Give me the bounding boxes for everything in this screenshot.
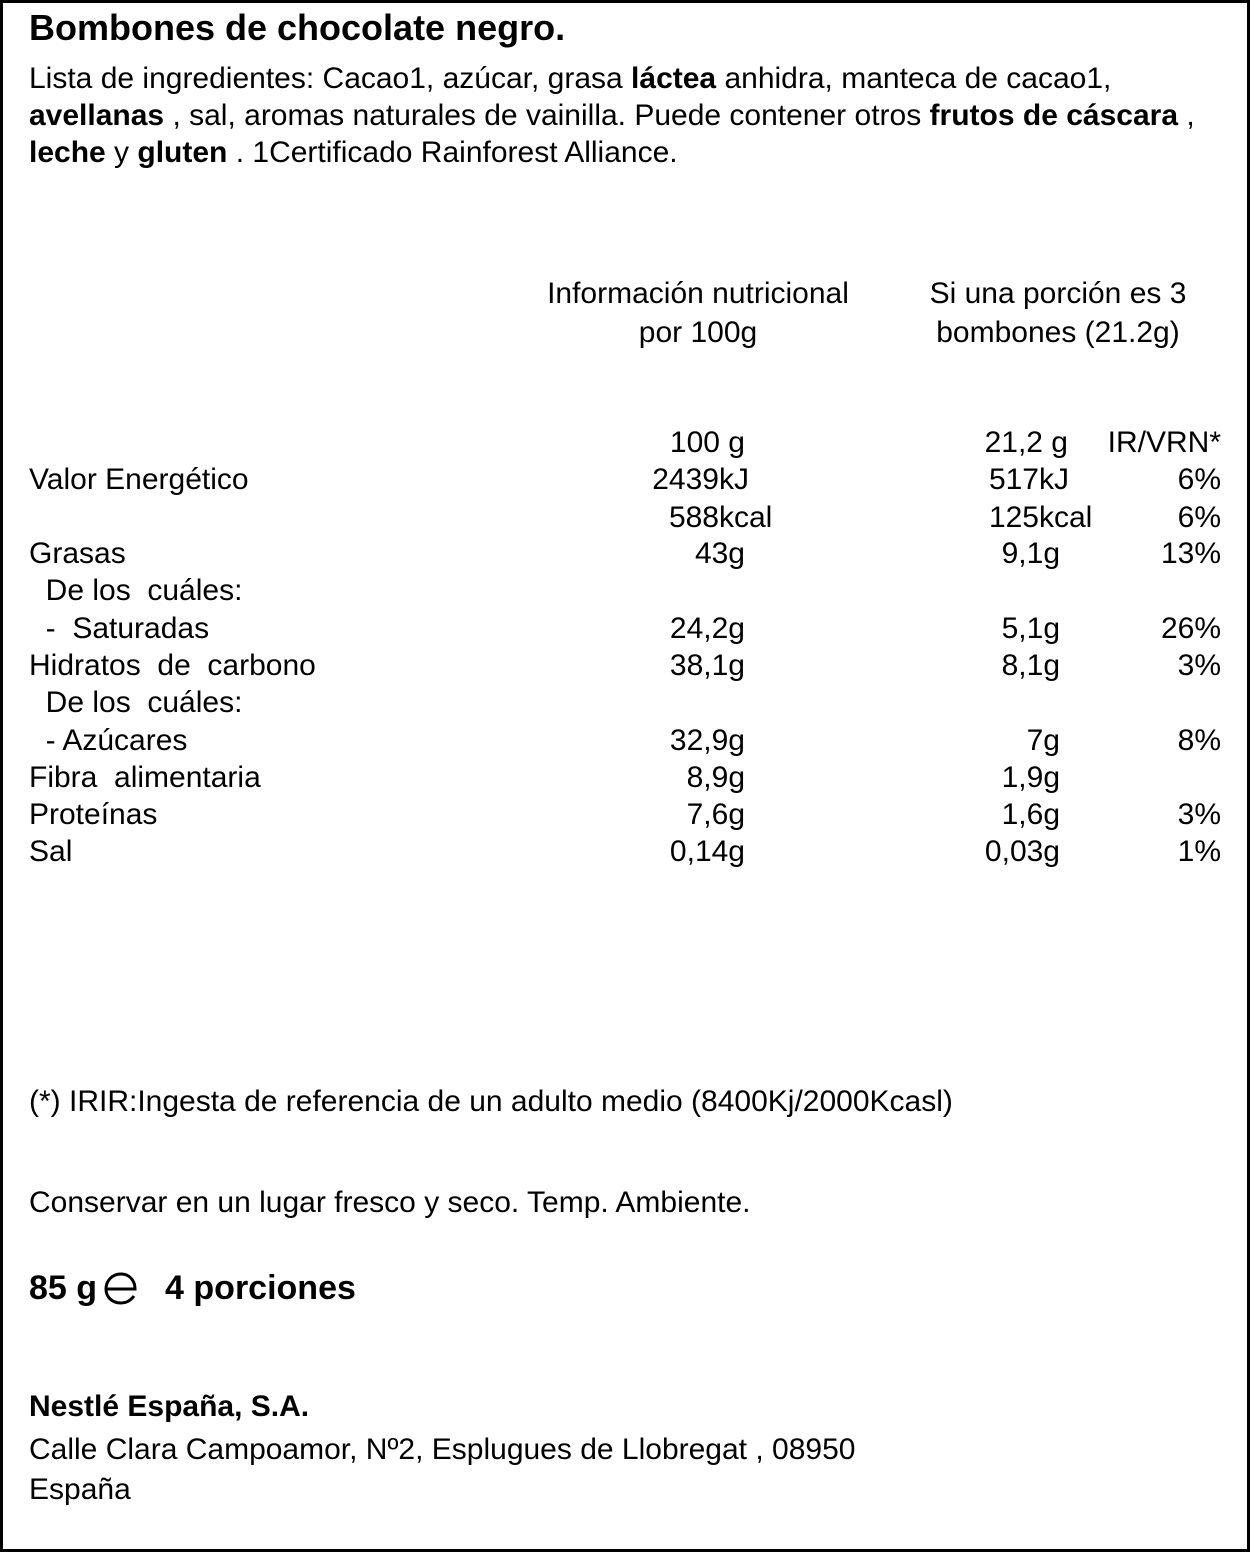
energy-kcal-per100: [613, 499, 772, 536]
ingredients-part: . 1Certificado Rainforest Alliance.: [227, 136, 678, 169]
nutrition-ir-value: 3%: [1177, 798, 1221, 831]
unit: kJ: [1039, 463, 1069, 496]
energy-kj-portion: [933, 461, 1069, 498]
storage-instructions: Conservar en un lugar fresco y seco. Temp. Ambiente.: [29, 1186, 751, 1219]
product-title: Bombones de chocolate negro.: [29, 7, 566, 48]
nutrition-row-label: De los cuáles:: [29, 686, 243, 719]
ingredients-part: , sal, aromas naturales de vainilla. Puede contener otros: [164, 99, 930, 132]
nutrition-ir-value: 13%: [1160, 537, 1221, 570]
nutrition-ir-value: 3%: [1177, 649, 1221, 682]
header-line: por 100g: [638, 316, 758, 349]
ingredients-part: anhidra, manteca de cacao1,: [716, 62, 1112, 95]
ingredients-part: Lista de ingredientes: Cacao1, azúcar, grasa: [29, 62, 632, 95]
nutrition-header-per100: [523, 274, 873, 352]
energy-kj-ir: 6%: [1177, 463, 1221, 496]
nutrition-per100-value: 7,6g: [686, 798, 745, 831]
nutrition-header-portion: [893, 274, 1223, 352]
value: 2439: [652, 463, 719, 496]
energy-kj-per100: [613, 461, 749, 498]
portions-count: 4 porciones: [165, 1269, 356, 1307]
ingredients-text: [29, 60, 1224, 171]
unit: kcal: [1039, 501, 1093, 534]
value: 125: [988, 501, 1039, 534]
nutrition-ir-value: 8%: [1177, 724, 1221, 757]
nutrition-per100-value: 0,14g: [669, 835, 745, 868]
nutrition-portion-value: 1,6g: [1001, 798, 1060, 831]
company-address: Calle Clara Campoamor, Nº2, Esplugues de Llobregat , 08950: [29, 1433, 856, 1466]
nutrition-row-label: Valor Energético: [29, 463, 249, 496]
allergen-gluten: gluten: [137, 136, 228, 169]
nutrition-per100-value: 32,9g: [669, 724, 745, 757]
ingredients-part: ,: [1178, 99, 1195, 132]
nutrition-ir-value: 1%: [1177, 835, 1221, 868]
header-line: Información nutricional: [547, 277, 849, 310]
nutrition-portion-value: 9,1g: [1001, 537, 1060, 570]
nutrition-row-label: Sal: [29, 835, 73, 868]
nutrition-row-label: Proteínas: [29, 798, 158, 831]
energy-kcal-ir: 6%: [1177, 501, 1221, 534]
energy-kcal-portion: [933, 499, 1092, 536]
e-mark-icon: [101, 1268, 141, 1308]
net-weight-line: [29, 1267, 356, 1309]
nutrition-portion-value: 7g: [1026, 724, 1060, 757]
nutrition-portion-value: 8,1g: [1001, 649, 1060, 682]
nutrition-row-label: Grasas: [29, 537, 126, 570]
nutrition-per100-value: 24,2g: [669, 612, 745, 645]
net-weight: 85 g: [29, 1269, 98, 1307]
nutrition-portion-value: 0,03g: [984, 835, 1060, 868]
nutrition-row-label: Hidratos de carbono: [29, 649, 316, 682]
allergen-hazelnuts: avellanas: [29, 99, 165, 132]
nutrition-row-label: - Saturadas: [29, 612, 210, 645]
ingredients-part: y: [105, 136, 138, 169]
reference-intake-note: (*) IRIR:Ingesta de referencia de un adulto medio (8400Kj/2000Kcasl): [29, 1085, 953, 1118]
nutrition-row-label: - Azúcares: [29, 724, 188, 757]
nutrition-per100-value: 38,1g: [669, 649, 745, 682]
header-line: bombones (21.2g): [936, 316, 1180, 349]
nutrition-row-label: Fibra alimentaria: [29, 761, 261, 794]
nutrition-row-label: De los cuáles:: [29, 574, 243, 607]
col-header-ir: IR/VRN*: [1107, 426, 1221, 459]
nutrition-portion-value: 5,1g: [1001, 612, 1060, 645]
header-line: Si una porción es 3: [929, 277, 1187, 310]
value: 588: [668, 501, 719, 534]
allergen-milk: leche: [29, 136, 106, 169]
value: 517: [988, 463, 1039, 496]
col-header-per100: 100 g: [669, 426, 745, 459]
company-name: Nestlé España, S.A.: [29, 1390, 310, 1423]
nutrition-ir-value: 26%: [1160, 612, 1221, 645]
nutrition-portion-value: 1,9g: [1001, 761, 1060, 794]
unit: kcal: [719, 501, 773, 534]
col-header-portion: 21,2 g: [984, 426, 1068, 459]
unit: kJ: [719, 463, 749, 496]
allergen-nuts: frutos de cáscara: [929, 99, 1178, 132]
nutrition-per100-value: 43g: [694, 537, 745, 570]
allergen-milk-fat: láctea: [631, 62, 717, 95]
nutrition-per100-value: 8,9g: [686, 761, 745, 794]
company-country: España: [29, 1473, 131, 1506]
